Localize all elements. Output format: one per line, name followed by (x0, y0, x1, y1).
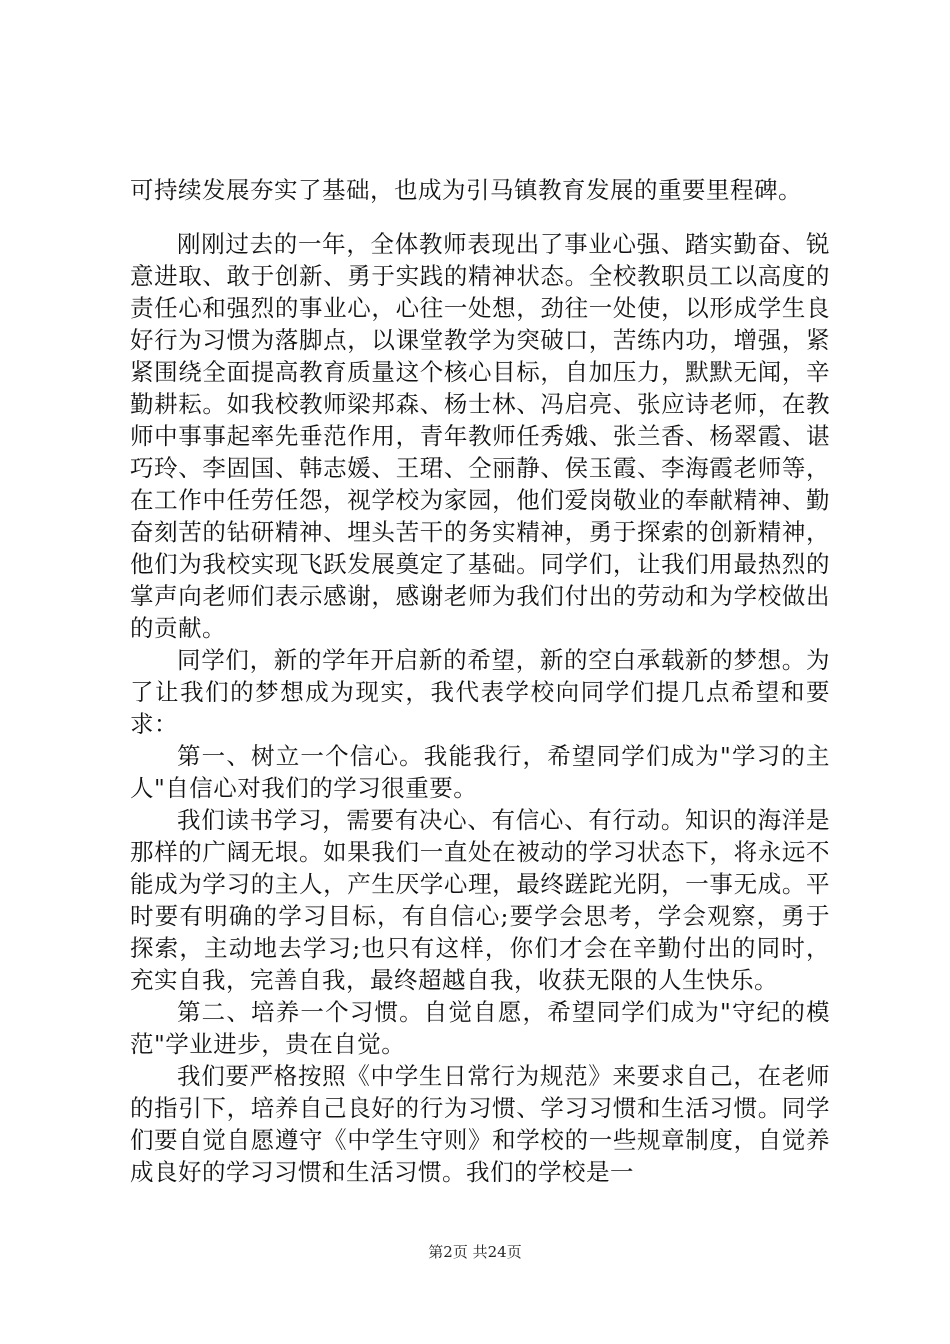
page-footer: 第2页 共24页 (428, 1243, 522, 1261)
paragraph-1: 可持续发展夯实了基础，也成为引马镇教育发展的重要里程碑。 (130, 176, 802, 204)
paragraph-2: 刚刚过去的一年，全体教师表现出了事业心强、踏实勤奋、锐意进取、敢于创新、勇于实践的精神状态。全校教职员工以高度的责任心和强烈的事业心，心往一处想，劲往一处使，以形成学生良好行为习惯为落脚点，以课堂教学为突破口，苦练内功，增强，紧紧围绕全面提高教育质量这个核心目标，自加压力，默默无闻，辛勤耕耘。如我校教师梁邦森、杨士林、冯启亮、张应诗老师，在教师中事事起率先垂范作用，青年教师任秀娥、张兰香、杨翠霞、谌巧玲、李固国、韩志媛、王珺、仝丽静、侯玉霞、李海霞老师等，在工作中任劳任怨，视学校为家园，他们爱岗敬业的奉献精神、勤奋刻苦的钻研精神、埋头苦干的务实精神，勇于探索的创新精神，他们为我校实现飞跃发展奠定了基础。同学们，让我们用最热烈的掌声向老师们表示感谢，感谢老师为我们付出的劳动和为学校做出的贡献。 (130, 230, 830, 642)
paragraph-3: 同学们，新的学年开启新的希望，新的空白承载新的梦想。为了让我们的梦想成为现实，我代表学校向同学们提几点希望和要求： (130, 646, 830, 738)
paragraph-5: 我们读书学习，需要有决心、有信心、有行动。知识的海洋是那样的广阔无垠。如果我们一直处在被动的学习状态下，将永远不能成为学习的主人，产生厌学心理，最终蹉跎光阴，一事无成。平时要有明确的学习目标，有自信心;要学会思考，学会观察，勇于探索，主动地去学习;也只有这样，你们才会在辛勤付出的同时，充实自我，完善自我，最终超越自我，收获无限的人生快乐。 (130, 806, 830, 994)
paragraph-6: 第二、培养一个习惯。自觉自愿，希望同学们成为"守纪的模范"学业进步，贵在自觉。 (130, 998, 830, 1058)
paragraph-4: 第一、树立一个信心。我能我行，希望同学们成为"学习的主人"自信心对我们的学习很重要。 (130, 742, 830, 802)
paragraph-7: 我们要严格按照《中学生日常行为规范》来要求自己，在老师的指引下，培养自己良好的行为习惯、学习习惯和生活习惯。同学们要自觉自愿遵守《中学生守则》和学校的一些规章制度，自觉养成良好的学习习惯和生活习惯。我们的学校是一 (130, 1062, 830, 1186)
document-body (130, 174, 830, 1188)
